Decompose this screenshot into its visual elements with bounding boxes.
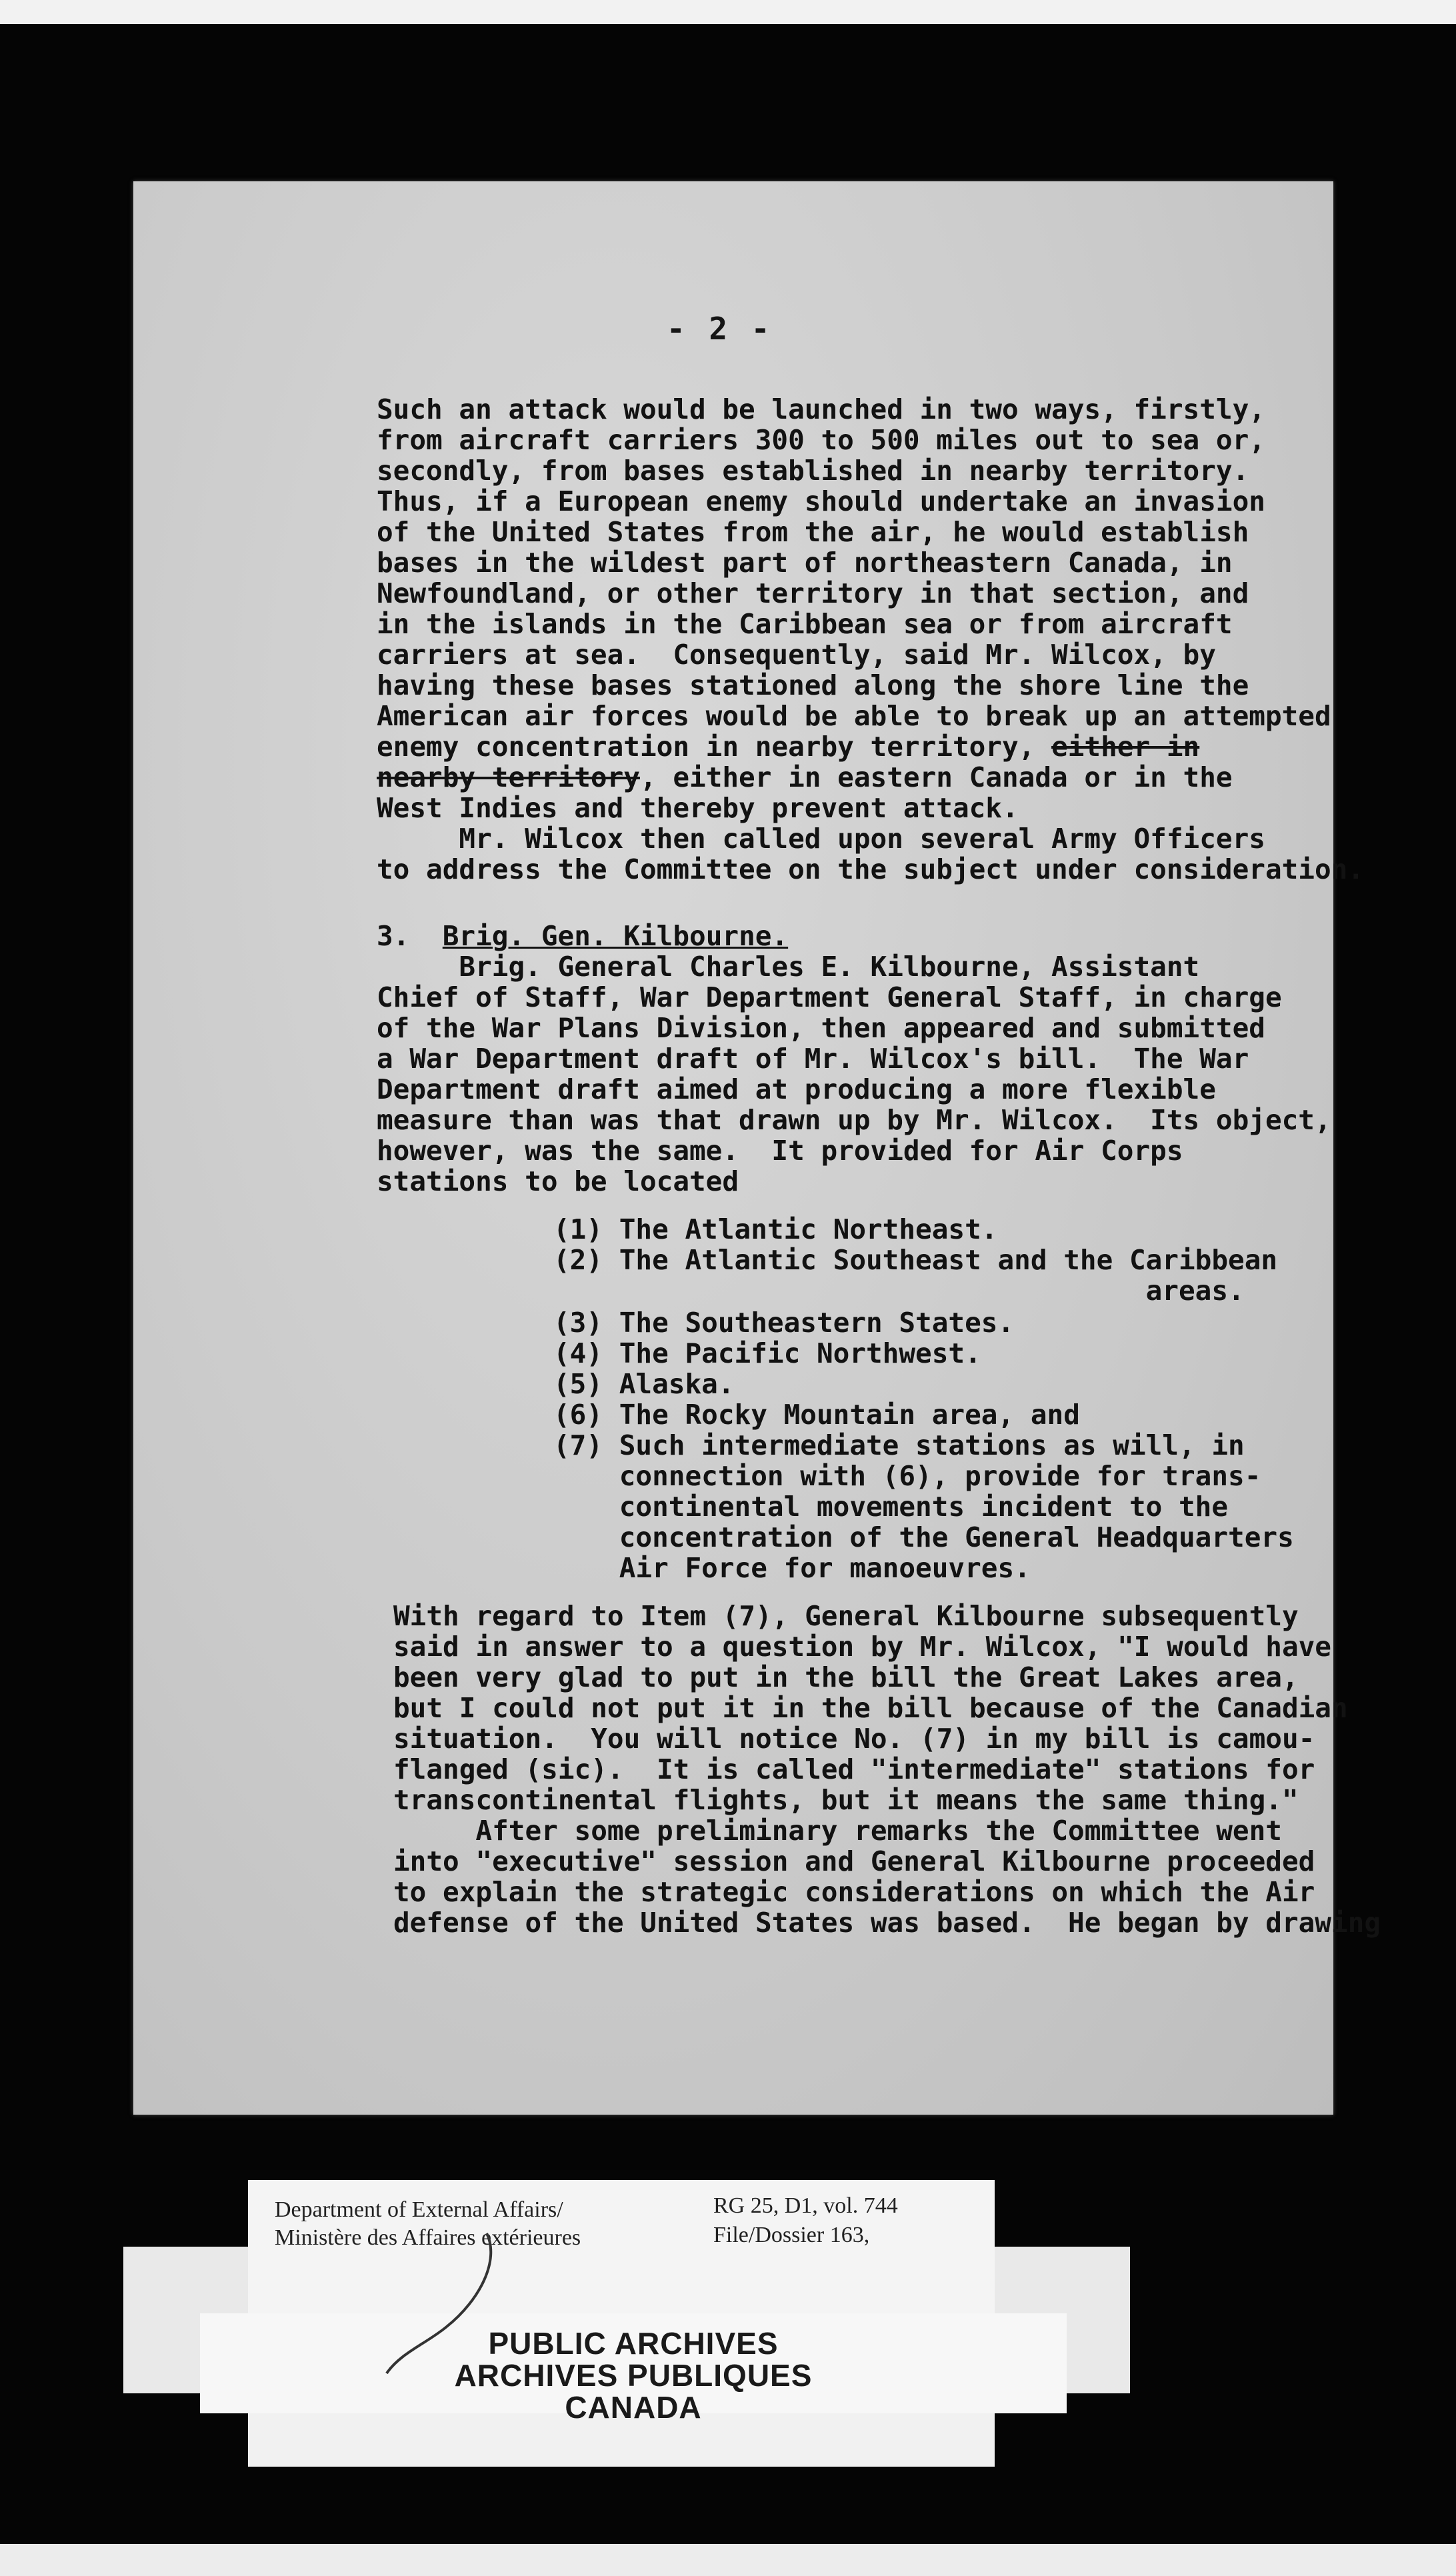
section-heading-line: [377, 920, 788, 952]
text-line: [377, 761, 1233, 793]
text-line: having these bases stationed along the shore line the: [377, 669, 1249, 701]
list-item: (7) Such intermediate stations as will, in: [553, 1429, 1245, 1461]
file-reference: File/Dossier 163,: [713, 2223, 870, 2247]
text-line: West Indies and thereby prevent attack.: [377, 792, 1019, 824]
stamp-line-3: CANADA: [565, 2390, 702, 2425]
struck-text: either in: [1051, 731, 1200, 763]
section-number: 3.: [377, 920, 410, 952]
text-segment: enemy concentration in nearby territory,: [377, 731, 1052, 763]
top-strip: [0, 0, 1456, 24]
section-heading: Brig. Gen. Kilbourne.: [442, 920, 789, 952]
department-english: Department of External Affairs/: [275, 2197, 563, 2222]
list-item: (2) The Atlantic Southeast and the Caribbean: [553, 1244, 1278, 1276]
text-line: measure than was that drawn up by Mr. Wilcox. Its object,: [377, 1104, 1331, 1136]
text-line: American air forces would be able to break up an attempted: [377, 700, 1331, 732]
page-number: - 2 -: [667, 311, 773, 347]
text-line: of the United States from the air, he would establish: [377, 516, 1249, 548]
text-line: bases in the wildest part of northeastern Canada, in: [377, 547, 1233, 579]
list-item: (1) The Atlantic Northeast.: [553, 1213, 998, 1245]
struck-text: nearby territory: [377, 761, 640, 793]
text-line: into "executive" session and General Kilbourne proceeded: [393, 1845, 1315, 1877]
text-line: After some preliminary remarks the Committee went: [393, 1815, 1282, 1847]
list-item: (6) The Rocky Mountain area, and: [553, 1399, 1080, 1431]
text-line: to address the Committee on the subject under consideration.: [377, 853, 1365, 885]
text-line: stations to be located: [377, 1165, 739, 1197]
text-line: Brig. General Charles E. Kilbourne, Assistant: [377, 951, 1200, 983]
text-line: situation. You will notice No. (7) in my bill is camou-: [393, 1723, 1315, 1755]
list-item: (5) Alaska.: [553, 1368, 735, 1400]
list-item: areas.: [553, 1275, 1245, 1307]
text-line: to explain the strategic considerations on which the Air: [393, 1876, 1315, 1908]
list-item: Air Force for manoeuvres.: [553, 1552, 1031, 1584]
text-line: Such an attack would be launched in two ways, firstly,: [377, 393, 1265, 425]
text-line: been very glad to put in the bill the Great Lakes area,: [393, 1661, 1299, 1693]
text-line: Department draft aimed at producing a more flexible: [377, 1073, 1216, 1105]
text-segment: , either in eastern Canada or in the: [639, 761, 1233, 793]
list-item: concentration of the General Headquarters: [553, 1521, 1294, 1553]
text-line: flanged (sic). It is called "intermediate" stations for: [393, 1753, 1315, 1785]
list-item: (4) The Pacific Northwest.: [553, 1337, 981, 1369]
text-line: Newfoundland, or other territory in that section, and: [377, 577, 1249, 609]
text-line: defense of the United States was based. He began by drawing: [393, 1907, 1381, 1939]
stamp-line-2: ARCHIVES PUBLIQUES: [454, 2358, 813, 2393]
bottom-strip: [0, 2544, 1456, 2576]
department-french: Ministère des Affaires extérieures: [275, 2225, 581, 2250]
text-line: of the War Plans Division, then appeared and submitted: [377, 1012, 1265, 1044]
text-line: With regard to Item (7), General Kilbourne subsequently: [393, 1600, 1299, 1632]
text-line: a War Department draft of Mr. Wilcox's bill. The War: [377, 1043, 1249, 1075]
text-line: but I could not put it in the bill because of the Canadian: [393, 1692, 1348, 1724]
text-line: Mr. Wilcox then called upon several Army Officers: [377, 823, 1265, 855]
text-line: transcontinental flights, but it means the same thing.": [393, 1784, 1299, 1816]
list-item: connection with (6), provide for trans-: [553, 1460, 1261, 1492]
text-line: Thus, if a European enemy should undertake an invasion: [377, 485, 1265, 517]
text-line: from aircraft carriers 300 to 500 miles out to sea or,: [377, 424, 1265, 456]
text-line: said in answer to a question by Mr. Wilcox, "I would have: [393, 1631, 1331, 1663]
text-line: [377, 731, 1199, 763]
stamp-line-1: PUBLIC ARCHIVES: [488, 2326, 779, 2361]
record-group-reference: RG 25, D1, vol. 744: [713, 2193, 898, 2218]
text-line: carriers at sea. Consequently, said Mr. Wilcox, by: [377, 639, 1216, 671]
text-line: secondly, from bases established in nearby territory.: [377, 455, 1249, 487]
text-line: however, was the same. It provided for Air Corps: [377, 1135, 1183, 1167]
text-line: in the islands in the Caribbean sea or from aircraft: [377, 608, 1233, 640]
list-item: (3) The Southeastern States.: [553, 1307, 1015, 1339]
list-item: continental movements incident to the: [553, 1491, 1229, 1523]
text-line: Chief of Staff, War Department General Staff, in charge: [377, 981, 1282, 1013]
